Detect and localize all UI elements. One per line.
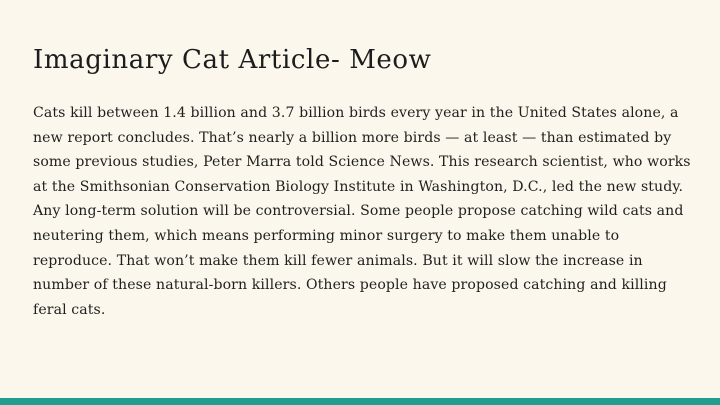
slide-title: Imaginary Cat Article- Meow [33,45,432,75]
accent-bar [0,398,720,405]
slide-body-text: Cats kill between 1.4 billion and 3.7 billion birds every year in the United States alone, a new report concludes. That’s nearly a billion more birds — at least — than estimated by some previous studies, Peter Marra told Science News. This research scientist, who works at the Smithsonian Conservation Biology Institute in Washington, D.C., led the new study. Any long-term solution will be controversial. Some people propose catching wild cats and neutering them, which means performing minor surgery to make them unable to reproduce. That won’t make them kill fewer animals. But it will slow the increase in number of these natural-born killers. Others people have proposed catching and killing feral cats. [33,105,691,318]
